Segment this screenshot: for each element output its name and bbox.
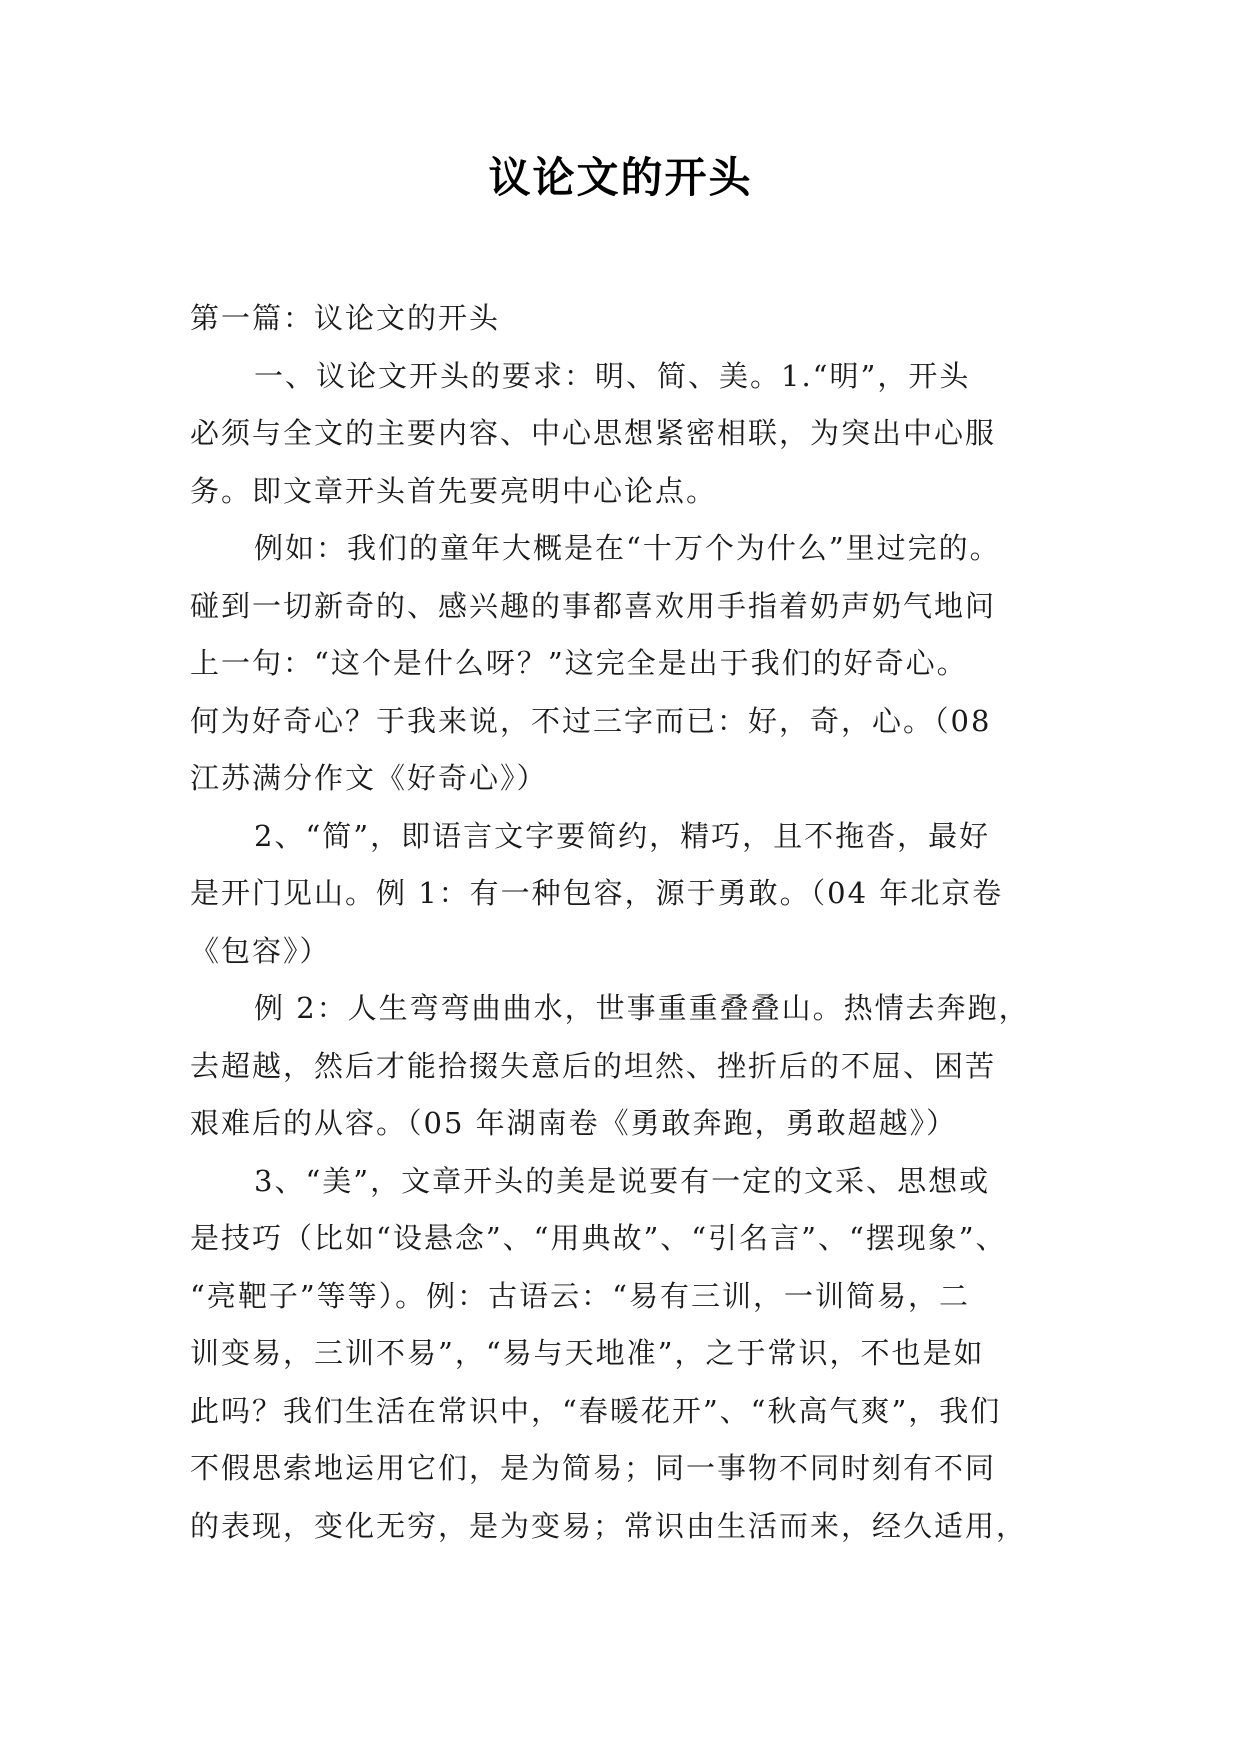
text-line: 此吗？我们生活在常识中，“春暖花开”、“秋高气爽”，我们 <box>190 1393 1002 1428</box>
document-title: 议论文的开头 <box>488 153 753 202</box>
document-body <box>190 290 1060 1555</box>
text-line: 训变易，三训不易”，“易与天地准”，之于常识，不也是如 <box>190 1336 985 1370</box>
text-line: 何为好奇心？于我来说，不过三字而已：好，奇，心。（08 <box>190 703 992 738</box>
text-line: 例如：我们的童年大概是在“十万个为什么”里过完的。 <box>254 531 1001 565</box>
text-line: 一、议论文开头的要求：明、简、美。1.“明”，开头 <box>254 358 971 393</box>
text-line: 2、“简”，即语言文字要简约，精巧，且不拖沓，最好 <box>254 818 991 853</box>
text-line: 碰到一切新奇的、感兴趣的事都喜欢用手指着奶声奶气地问 <box>190 588 997 623</box>
text-line: 第一篇：议论文的开头 <box>190 301 501 335</box>
text-line: 例 2：人生弯弯曲曲水，世事重重叠叠山。热情去奔跑， <box>254 991 1030 1025</box>
text-line: 不假思索地运用它们，是为简易；同一事物不同时刻有不同 <box>190 1451 997 1485</box>
text-line: 必须与全文的主要内容、中心思想紧密相联，为突出中心服 <box>190 416 997 450</box>
text-line: “亮靶子”等等）。例：古语云：“易有三训，一训简易，二 <box>190 1278 970 1313</box>
text-line: 上一句：“这个是什么呀？”这完全是出于我们的好奇心。 <box>190 646 968 680</box>
text-line: 去超越，然后才能拾掇失意后的坦然、挫折后的不屈、困苦 <box>190 1048 997 1083</box>
text-line: 务。即文章开头首先要亮明中心论点。 <box>190 473 718 508</box>
text-line: 《包容》） <box>190 933 331 968</box>
text-line: 的表现，变化无穷，是为变易；常识由生活而来，经久适用， <box>190 1508 1028 1543</box>
text-line: 是开门见山。例 1：有一种包容，源于勇敢。（04 年北京卷 <box>190 876 1004 910</box>
text-line: 艰难后的从容。（05 年湖南卷《勇敢奔跑，勇敢超越》） <box>190 1106 958 1140</box>
text-line: 江苏满分作文《好奇心》） <box>190 761 548 795</box>
text-line: 3、“美”，文章开头的美是说要有一定的文采、思想或 <box>254 1163 991 1198</box>
text-line: 是技巧（比如“设悬念”、“用典故”、“引名言”、“摆现象”、 <box>190 1221 1007 1255</box>
